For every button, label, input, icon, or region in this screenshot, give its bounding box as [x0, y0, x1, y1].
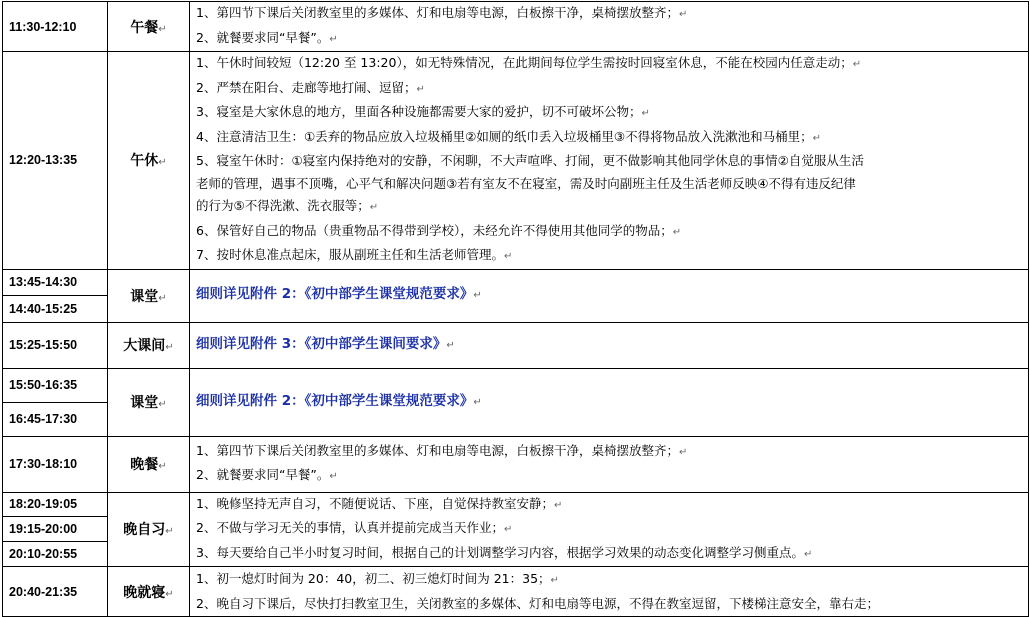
- detail-line: 1、第四节下课后关闭教室里的多媒体、灯和电扇等电源，白板擦干净，桌椅摆放整齐；↵: [196, 442, 688, 458]
- reference-line: 细则详见附件 2：《初中部学生课堂规范要求》↵: [196, 392, 482, 409]
- activity-cell: 午餐↵: [108, 2, 190, 52]
- activity-label: 课堂: [130, 288, 159, 305]
- table-row: [3, 52, 1029, 270]
- schedule-table: [2, 1, 1029, 617]
- detail-line: 5、寝室午休时：①寝室内保持绝对的安静，不闲聊，不大声喧哗、打闹，更不做影响其他同学休息的事情②自觉服从生活: [196, 153, 864, 168]
- activity-label: 课堂: [130, 395, 159, 411]
- activity-label: 晚自习: [123, 522, 166, 539]
- detail-line: 2、就餐要求同“早餐”。↵: [196, 29, 338, 45]
- activity-cell: 晚餐↵: [108, 436, 190, 492]
- table-row: [3, 322, 1029, 368]
- activity-label: 晚餐: [130, 457, 159, 473]
- detail-line: 1、第四节下课后关闭教室里的多媒体、灯和电扇等电源，白板擦干净，桌椅摆放整齐；↵: [196, 5, 688, 20]
- table-row: [3, 492, 1029, 517]
- detail-line: 的行为⑤不得洗漱、洗衣服等；↵: [196, 198, 379, 213]
- time-cell: 18:20-19:05: [3, 492, 108, 517]
- time-cell: 16:45-17:30: [3, 402, 108, 436]
- time-cell: 17:30-18:10: [3, 436, 108, 492]
- details-cell: [190, 269, 1029, 322]
- time-cell: 15:50-16:35: [3, 368, 108, 402]
- activity-label: 午休: [130, 153, 159, 170]
- table-row: [3, 2, 1029, 52]
- activity-cell: 晚就寝↵: [108, 567, 190, 617]
- activity-cell: 午休↵: [108, 52, 190, 270]
- reference-line: 细则详见附件 3：《初中部学生课间要求》↵: [196, 335, 455, 352]
- detail-line: 3、寝室是大家休息的地方，里面各种设施都需要大家的爱护，切不可破坏公物；↵: [196, 104, 650, 119]
- activity-label: 午餐: [130, 19, 159, 36]
- detail-line: 老师的管理，遇事不顶嘴，心平气和解决问题③若有室友不在寝室，需及时向副班主任及生活老师反映④不得有违反纪律: [196, 175, 856, 191]
- activity-label: 晚就寝: [123, 584, 166, 601]
- detail-line: 2、晚自习下课后，尽快打扫教室卫生，关闭教室的多媒体、灯和电扇等电源，不得在教室逗留，下楼梯注意安全，靠右走；: [196, 595, 879, 611]
- details-cell: [190, 322, 1029, 368]
- table-row: [3, 567, 1029, 617]
- detail-line: 4、注意清洁卫生：①丢弃的物品应放入垃圾桶里②如厕的纸巾丢入垃圾桶里③不得将物品放入洗漱池和马桶里；↵: [196, 128, 821, 144]
- details-cell: [190, 52, 1029, 270]
- time-cell: 12:20-13:35: [3, 52, 108, 270]
- activity-cell: 大课间↵: [108, 322, 190, 368]
- detail-line: 3、每天要给自己半小时复习时间，根据自己的计划调整学习内容，根据学习效果的动态变化调整学习侧重点。↵: [196, 544, 813, 560]
- detail-line: 1、晚修坚持无声自习，不随便说话、下座，自觉保持教室安静；↵: [196, 495, 563, 511]
- details-cell: [190, 436, 1029, 492]
- time-cell: 15:25-15:50: [3, 322, 108, 368]
- detail-line: 1、午休时间较短（12:20 至 13:20），如无特殊情况，在此期间每位学生需按时回寝室休息，不能在校园内任意走动；↵: [196, 55, 862, 70]
- details-cell: [190, 567, 1029, 617]
- details-cell: [190, 492, 1029, 567]
- activity-cell: 课堂↵: [108, 368, 190, 436]
- detail-line: 2、不做与学习无关的事情，认真并提前完成当天作业；↵: [196, 520, 513, 535]
- detail-line: 6、保管好自己的物品（贵重物品不得带到学校），未经允许不得使用其他同学的物品；↵: [196, 222, 682, 238]
- time-cell: 14:40-15:25: [3, 295, 108, 322]
- time-cell: 20:40-21:35: [3, 567, 108, 617]
- detail-line: 2、就餐要求同“早餐”。↵: [196, 467, 338, 482]
- table-row: [3, 368, 1029, 402]
- time-cell: 20:10-20:55: [3, 542, 108, 567]
- detail-line: 2、严禁在阳台、走廊等地打闹、逗留；↵: [196, 79, 425, 95]
- time-cell: 19:15-20:00: [3, 517, 108, 542]
- activity-cell: 晚自习↵: [108, 492, 190, 567]
- detail-line: 7、按时休息准点起床，服从副班主任和生活老师管理。↵: [196, 247, 513, 262]
- table-row: [3, 269, 1029, 295]
- activity-label: 大课间: [123, 338, 166, 354]
- reference-line: 细则详见附件 2：《初中部学生课堂规范要求》↵: [196, 286, 482, 303]
- details-cell: [190, 2, 1029, 52]
- activity-cell: 课堂↵: [108, 269, 190, 322]
- time-cell: 13:45-14:30: [3, 269, 108, 295]
- details-cell: [190, 368, 1029, 436]
- time-cell: 11:30-12:10: [3, 2, 108, 52]
- table-row: [3, 436, 1029, 492]
- detail-line: 1、初一熄灯时间为 20：40，初二、初三熄灯时间为 21：35；↵: [196, 571, 559, 586]
